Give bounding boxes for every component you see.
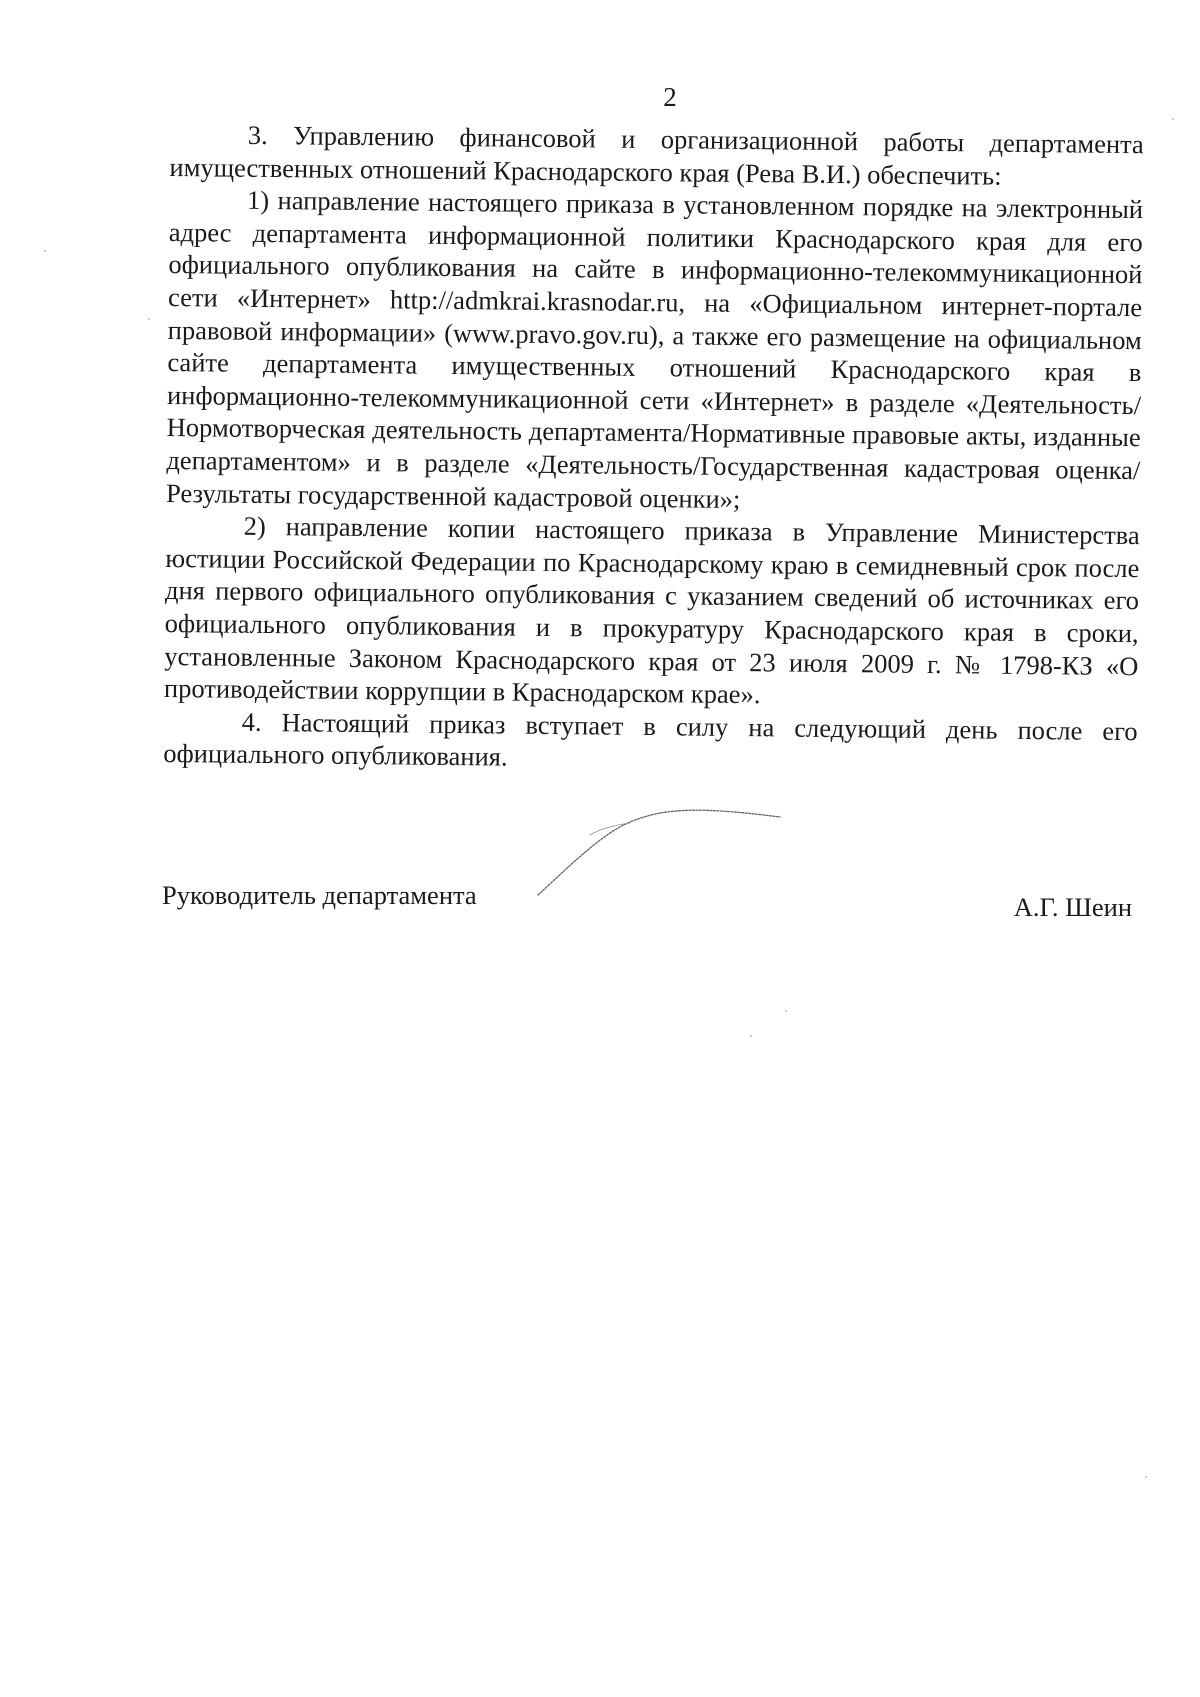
scan-speck (750, 1035, 752, 1037)
page-number: 2 (663, 82, 677, 112)
paragraph-item-3: 3. Управлению финансовой и организационной работы департамента имущественных отношений Краснодарского края (Рева В.И.) обеспечить: (169, 119, 1144, 191)
scan-speck (148, 318, 150, 320)
scan-speck (785, 1010, 787, 1012)
paragraph-subitem-2: 2) направление копии настоящего приказа в Управление Министерства юстиции Российской Федерации по Краснодарскому краю в семидневный срок после дня первого официального опубликования с указанием сведений об источниках его официального опубликования и в прокуратуру Краснодарского края в сроки, установленные Законом Краснодарского края от 23 июля 2009 г. № 1798-КЗ «О противодействии коррупции в Краснодарском крае». (163, 510, 1140, 710)
paragraph-item-4: 4. Настоящий приказ вступает в силу на следующий день после его официального опубликования. (163, 706, 1138, 772)
scan-speck (44, 250, 46, 252)
handwritten-signature (530, 795, 790, 905)
scan-speck (1145, 1476, 1147, 1478)
signatory-title: Руководитель департамента (162, 880, 477, 910)
scan-speck (1172, 118, 1174, 120)
document-body (163, 118, 1144, 780)
paragraph-subitem-1: 1) направление настоящего приказа в установленном порядке на электронный адрес департамента информационной политики Краснодарского края для его официального опубликования на сайте в информационно-телекоммуникационной сети «Интернет» http://admkrai.krasnodar.ru, на «Официальном интернет-портале правовой информации» (www.pravo.gov.ru), а также его размещение на официальном сайте департамента имущественных отношений Краснодарского края в информационно-телекоммуникационной сети «Интернет» в разделе «Деятельность/Нормотворческая деятельность департамента/Нормативные правовые акты, изданные департаментом» и в разделе «Деятельность/Государственная кадастровая оценка/Результаты государственной кадастровой оценки»; (165, 185, 1144, 514)
signatory-name: А.Г. Шеин (1013, 892, 1132, 922)
